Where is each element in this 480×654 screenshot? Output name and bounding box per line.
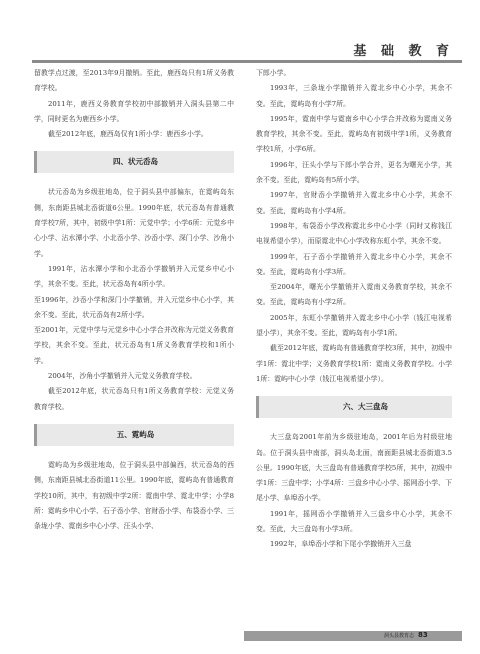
section-heading-box [256, 396, 452, 418]
paragraph: 2011年，鹿西义务教育学校初中部撤销并入洞头县第二中学，同时更名为鹿西乡小学。 [34, 99, 234, 123]
section-heading: 六、大三盘岛 [343, 402, 388, 412]
section-heading: 五、霓屿岛 [116, 429, 155, 439]
paragraph: 1993年，三条垅小学撤销并入霓北乡中心小学，其余不变。至此，霓屿岛有小学7所。 [256, 84, 452, 108]
section-heading-box [34, 424, 234, 446]
left-column [34, 66, 234, 534]
page-header-title: 基 础 教 育 [353, 44, 454, 59]
paragraph: 1995年，霓南中学与霓南乡中心小学合并改称为霓南义务教育学校，其余不变。至此，霓屿岛有初级中学1所，义务教育学校1所，小学6所。 [256, 114, 452, 154]
paragraph: 下郎小学。 [256, 69, 291, 77]
paragraph: 霓屿岛为乡级驻地岛，位于洞头县中部偏西，状元岙岛的西侧，东南距县城北岙街道11公里。1990年底，霓屿岛有普通教育学校10所，其中，有初级中学2所：霓南中学、霓北中学；小学8所：霓屿乡中心小学、石子岙小学、官财岙小学、布袋岙小学、三条垅小学、霓南乡中心小学、汪头小学、 [34, 460, 234, 531]
section-heading: 四、状元岙岛 [113, 157, 158, 167]
paragraph: 状元岙岛为乡级驻地岛，位于洞头县中部偏东，在霓屿岛东侧，东南距县城北岙街道6公里。1990年底，状元岙岛有普通教育学校7所，其中，初级中学1所：元觉中学；小学6所：元觉乡中心小学、沾水潭小学、小北岙小学、沙岙小学、深门小学、沙角小学。 [34, 188, 234, 258]
right-column [256, 66, 452, 553]
paragraph: 1997年，官财岙小学撤销并入霓北乡中心小学，其余不变。至此，霓屿岛有小学4所。 [256, 191, 452, 215]
paragraph: 2005年，东虹小学撤销并入霓北乡中心小学（钱江电视希望小学），其余不变。至此，霓屿岛有小学1所。 [256, 313, 452, 338]
paragraph: 1999年，石子岙小学撤销并入霓北乡中心小学，其余不变。至此，霓屿岛有小学3所。 [256, 252, 452, 276]
paragraph: 大三盘岛2001年前为乡级驻地岛，2001年后为村级驻地岛。位于洞头县中南部，洞头岛北面，南面距县城北岙街道3.5公里。1990年底，大三盘岛有普通教育学校5所，其中，初级中学1所：三盘中学；小学4所：三盘乡中心小学、摇网岙小学、下尾小学、阜埠岙小学。 [256, 433, 452, 503]
section-heading-box [34, 151, 234, 173]
footer-book-title: 洞头县教育志 [384, 633, 415, 639]
paragraph: 至1996年，沙岙小学和深门小学撤销，并入元觉乡中心小学，其余不变。至此，状元岙岛有2所小学。 [34, 295, 234, 319]
page-number: 83 [418, 631, 428, 639]
paragraph: 至2004年，曙光小学撤销并入霓南义务教育学校，其余不变。至此，霓屿岛有小学2所。 [256, 283, 452, 307]
paragraph: 截至2012年底，鹿西岛仅有1所小学：鹿西乡小学。 [48, 130, 208, 139]
paragraph: 1998年，布袋岙小学改称霓北乡中心小学（同时又称钱江电视希望小学），而原霓北中心小学改称东虹小学，其余不变。 [256, 221, 452, 246]
paragraph: 截至2012年底，状元岙岛只有1所义务教育学校：元觉义务教育学校。 [34, 387, 234, 411]
paragraph: 1996年，汪头小学与下郎小学合并，更名为曙光小学，其余不变。至此，霓屿岛有5所小学。 [256, 160, 452, 185]
footer-bar [244, 631, 462, 641]
paragraph: 至2001年，元觉中学与元觉乡中心小学合并改称为元觉义务教育学校，其余不变。至此，状元岙岛有1所义务教育学校和1所小学。 [34, 326, 234, 365]
paragraph: 2004年，沙角小学撤销并入元觉义务教育学校。 [48, 372, 197, 381]
paragraph: 留教学点过渡，至2013年9月撤销。至此，鹿西岛只有1所义务教育学校。 [34, 69, 234, 93]
paragraph: 截至2012年底，霓屿岛有普通教育学校3所，其中，初级中学1所：霓北中学；义务教育学校1所：霓南义务教育学校。小学1所：霓屿中心小学（钱江电视希望小学）。 [256, 344, 452, 383]
header-rule [32, 60, 462, 63]
paragraph: 1992年，阜埠岙小学和下尾小学撤销并入三盘 [270, 540, 412, 549]
paragraph: 1991年，摇网岙小学撤销并入三盘乡中心小学，其余不变。至此，大三盘岛有小学3所。 [256, 509, 452, 534]
paragraph: 1991年，沾水潭小学和小北岙小学撤销并入元觉乡中心小学，其余不变。至此，状元岙岛有4所小学。 [34, 264, 234, 289]
